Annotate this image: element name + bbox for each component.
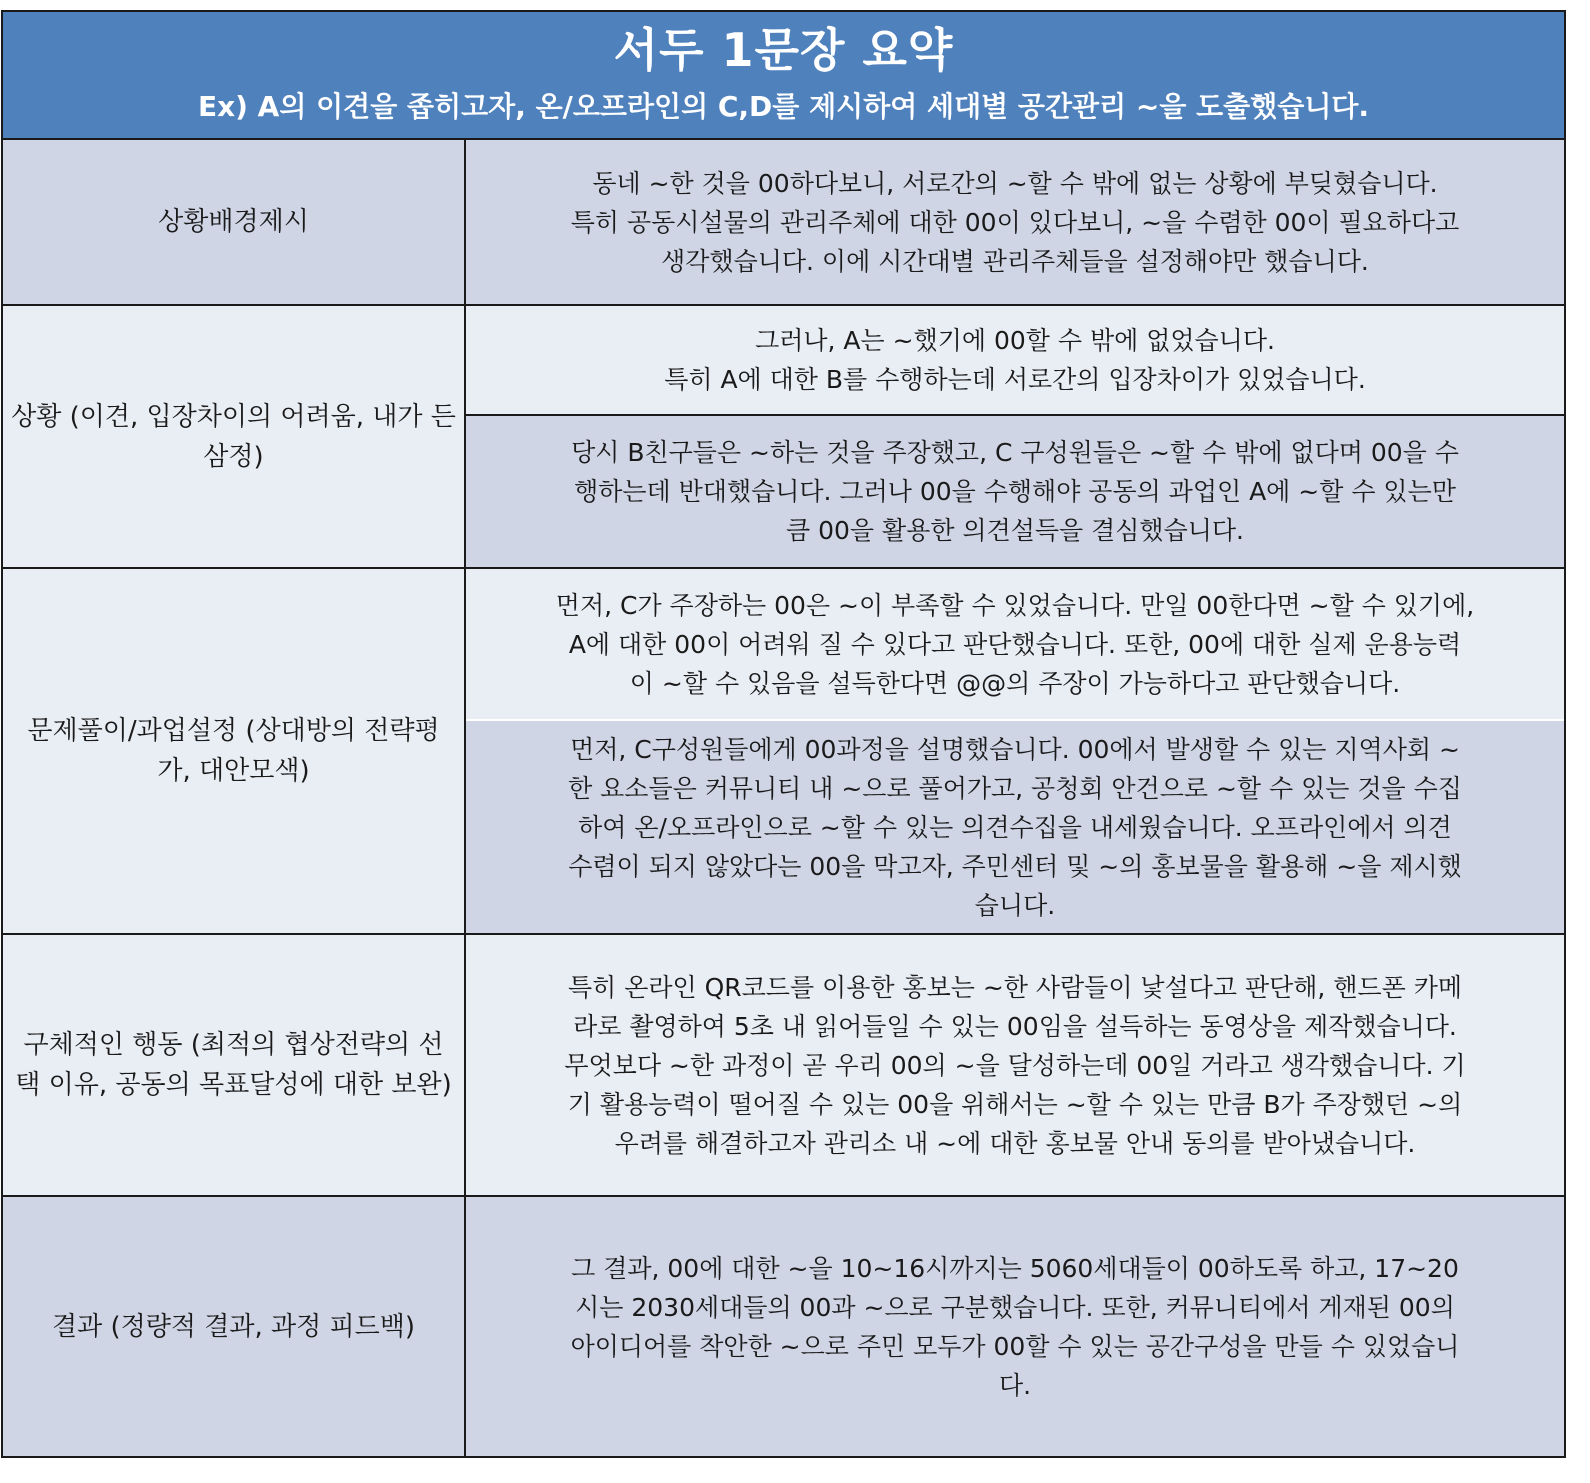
text-line: A에 대한 00이 어려워 질 수 있다고 판단했습니다. 또한, 00에 대한 실제 운용능력 [568, 629, 1462, 659]
text-line: 큼 00을 활용한 의견설득을 결심했습니다. [786, 516, 1244, 545]
text-line: 생각했습니다. 이에 시간대별 관리주체들을 설정해야만 했습니다. [661, 246, 1369, 276]
text-line: 이 ~할 수 있음을 설득한다면 @@의 주장이 가능하다고 판단했습니다. [629, 668, 1401, 698]
label-line: (최적의 협상전략의 선택 이유, [15, 1030, 444, 1100]
text-line: 시는 2030세대들의 00과 ~으로 구분했습니다. 또한, 커뮤니티에서 게재된 00의 [575, 1292, 1455, 1322]
row-label-situation [3, 306, 466, 567]
content-cell [466, 935, 1564, 1195]
label-line: 문제풀이/과업설정 [27, 716, 238, 746]
label-line: 결과 [51, 1311, 103, 1342]
label-line: 든 삼정) [203, 401, 456, 472]
text-line: 무엇보다 ~한 과정이 곧 우리 00의 ~을 달성하는데 00일 거라고 생각했습니다. 기 [564, 1050, 1466, 1080]
label-line: (정량적 결과, 과정 피드백) [110, 1311, 415, 1342]
content-cell [466, 1197, 1564, 1456]
row-label-action [3, 935, 466, 1195]
table-header [3, 12, 1564, 140]
text-line: 수렴이 되지 않았다는 00을 막고자, 주민센터 및 ~의 홍보물을 활용해 ~을 제시했 [568, 851, 1462, 881]
row-content [466, 569, 1564, 933]
content-cell [466, 140, 1564, 304]
content-cell [466, 416, 1564, 567]
text-line: 우려를 해결하고자 관리소 내 ~에 대한 홍보물 안내 동의를 받아냈습니다. [614, 1128, 1416, 1158]
text-line: 한 요소들은 커뮤니티 내 ~으로 풀어가고, 공청회 안건으로 ~할 수 있는 것을 수집 [568, 773, 1462, 803]
text-line: 특히 A에 대한 B를 수행하는데 서로간의 입장차이가 있었습니다. [664, 365, 1366, 394]
text-line: 특히 공동시설물의 관리주체에 대한 00이 있다보니, ~을 수렴한 00이 필요하다고 [570, 207, 1460, 237]
text-line: 먼저, C가 주장하는 00은 ~이 부족할 수 있었습니다. 만일 00한다면 ~할 수 있기에, [555, 590, 1475, 620]
text-line: 습니다. [974, 890, 1056, 920]
row-label-result [3, 1197, 466, 1456]
table-row-result [3, 1197, 1564, 1456]
label-line: 상황 [11, 401, 62, 432]
table-row-action [3, 935, 1564, 1197]
table-title: 서두 1문장 요약 [613, 23, 954, 77]
text-line: 행하는데 반대했습니다. 그러나 00을 수행해야 공동의 과업인 A에 ~할 수 있는만 [574, 477, 1456, 506]
row-content [466, 306, 1564, 567]
label-line: 상황배경제시 [158, 207, 309, 237]
text-line: 동네 ~한 것을 00하다보니, 서로간의 ~할 수 밖에 없는 상황에 부딪혔습니다. [592, 168, 1438, 198]
text-line: 그 결과, 00에 대한 ~을 10~16시까지는 5060세대들이 00하도록 하고, 17~20 [571, 1253, 1459, 1283]
content-cell [466, 721, 1564, 933]
text-line: 특히 온라인 QR코드를 이용한 홍보는 ~한 사람들이 낯설다고 판단해, 핸드폰 카메 [567, 972, 1463, 1002]
row-content [466, 140, 1564, 304]
row-label-background [3, 140, 466, 304]
table-row-problem [3, 569, 1564, 935]
text-line: 기 활용능력이 떨어질 수 있는 00을 위해서는 ~할 수 있는 만큼 B가 주장했던 ~의 [567, 1089, 1463, 1119]
table-subtitle: Ex) A의 이견을 좁히고자, 온/오프라인의 C,D를 제시하여 세대별 공간관리 ~을 도출했습니다. [197, 90, 1370, 123]
label-line: (이견, 입장차이의 어려움, 내가 [69, 401, 423, 432]
label-line: (상대방의 전략평가, 대안모색) [157, 716, 440, 786]
text-line: 하여 온/오프라인으로 ~할 수 있는 의견수집을 내세웠습니다. 오프라인에서 의견 [578, 812, 1452, 842]
text-line: 그러나, A는 ~했기에 00할 수 밖에 없었습니다. [755, 326, 1275, 355]
row-content [466, 1197, 1564, 1456]
label-line: 공동의 목표달성에 대한 보완) [115, 1070, 452, 1100]
content-cell [466, 569, 1564, 721]
label-line: 구체적인 행동 [23, 1030, 183, 1060]
text-line: 당시 B친구들은 ~하는 것을 주장했고, C 구성원들은 ~할 수 밖에 없다며 00을 수 [571, 438, 1459, 467]
summary-table [1, 10, 1566, 1458]
table-row-situation [3, 306, 1564, 569]
text-line: 아이디어를 착안한 ~으로 주민 모두가 00할 수 있는 공간구성을 만들 수 있었습니 [570, 1331, 1460, 1361]
text-line: 먼저, C구성원들에게 00과정을 설명했습니다. 00에서 발생할 수 있는 지역사회 ~ [570, 734, 1460, 764]
text-line: 다. [998, 1370, 1032, 1400]
row-content [466, 935, 1564, 1195]
text-line: 라로 촬영하여 5초 내 읽어들일 수 있는 00임을 설득하는 동영상을 제작했습니다. [573, 1011, 1457, 1041]
content-cell [466, 306, 1564, 416]
row-label-problem [3, 569, 466, 933]
table-row-background [3, 140, 1564, 306]
